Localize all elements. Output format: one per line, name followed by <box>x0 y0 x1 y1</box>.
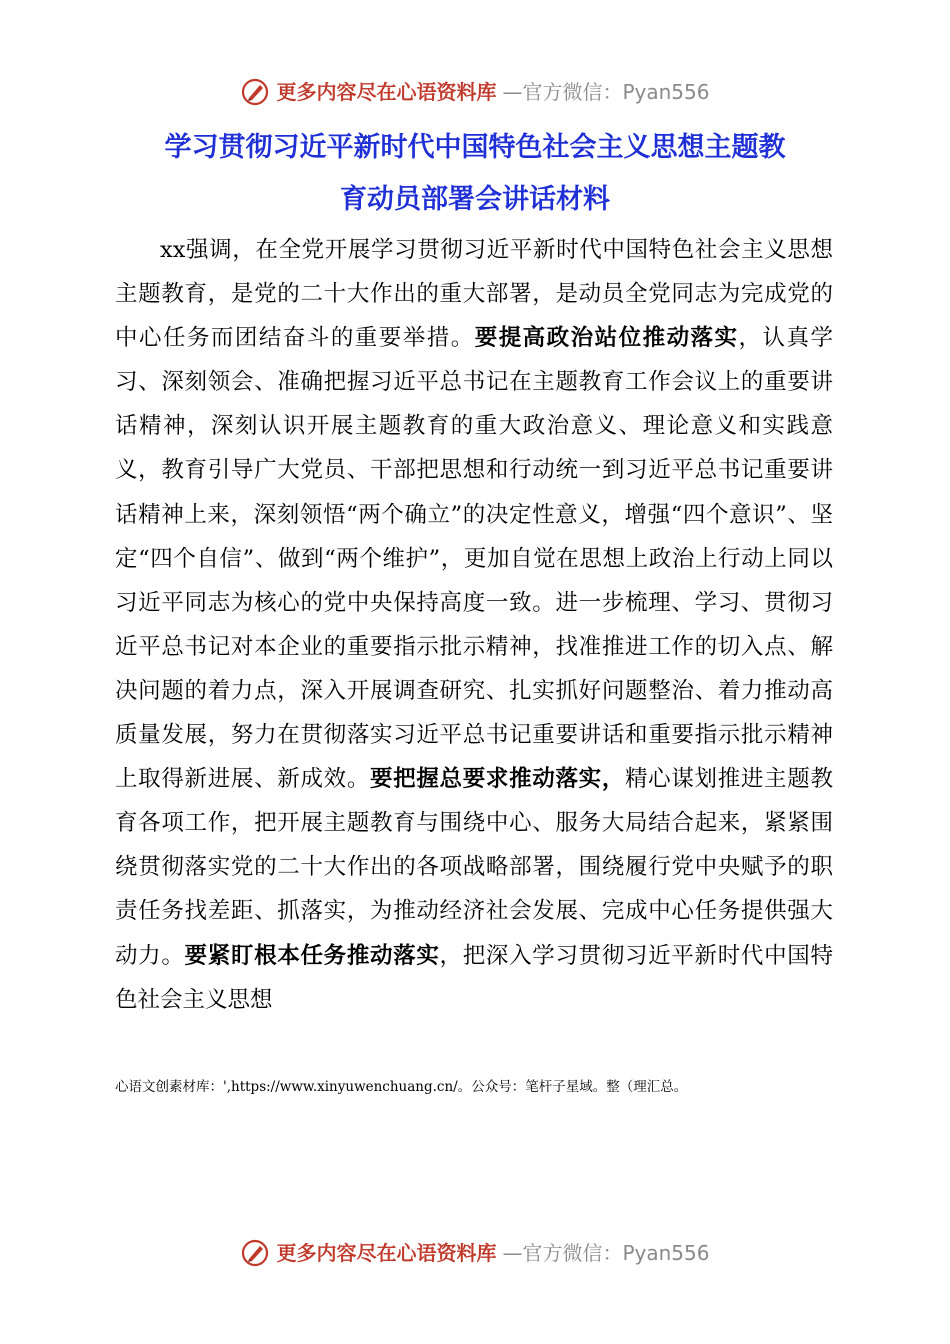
watermark-gray-text: —官方微信：Pyan556 <box>502 1241 710 1265</box>
source-footnote: 心语文创素材库：',https://www.xinyuwenchuang.cn/。公众号：笔杆子星域。整（理汇总。 <box>115 1079 688 1095</box>
watermark-gray-text: —官方微信：Pyan556 <box>502 80 710 104</box>
header-watermark <box>0 77 950 107</box>
body-paragraph <box>115 228 833 1022</box>
bold-heading-1: 要提高政治站位推动落实 <box>474 325 739 352</box>
bold-heading-2: 要把握总要求推动落实， <box>370 766 625 793</box>
pen-logo-icon <box>240 1238 270 1268</box>
document-title-line-2: 育动员部署会讲话材料 <box>340 184 610 215</box>
bold-heading-3: 要紧盯根本任务推动落实 <box>184 942 440 969</box>
body-text-segment-3: 精心谋划推进主题教育各项工作，把开展主题教育与围绕中心、服务大局结合起来，紧紧围绕贯彻落实党的二十大作出的各项战略部署，围绕履行党中央赋予的职责任务找差距、抓落实，为推动经济社会发展、完成中心任务提供强大动力。 <box>115 766 833 969</box>
body-text-segment-1: xx强调，在全党开展学习贯彻习近平新时代中国特色社会主义思想主题教育，是党的二十大作出的重大部署，是动员全党同志为完成党的中心任务而团结奋斗的重要举措。 <box>115 237 833 352</box>
watermark-red-text: 更多内容尽在心语资料库 <box>276 1241 497 1265</box>
footer-watermark <box>0 1238 950 1268</box>
pen-logo-icon <box>240 77 270 107</box>
watermark-red-text: 更多内容尽在心语资料库 <box>276 80 497 104</box>
body-text-segment-4: ，把深入学习贯彻习近平新时代中国特色社会主义思想 <box>115 942 833 1013</box>
document-title-line-1: 学习贯彻习近平新时代中国特色社会主义思想主题教 <box>164 132 786 163</box>
body-text-segment-2: ，认真学习、深刻领会、准确把握习近平总书记在主题教育工作会议上的重要讲话精神，深刻认识开展主题教育的重大政治意义、理论意义和实践意义，教育引导广大党员、干部把思想和行动统一到习近平总书记重要讲话精神上来，深刻领悟“两个确立”的决定性意义，增强“四个意识”、坚定“四个自信”、做到“两个维护”，更加自觉在思想上政治上行动上同以习近平同志为核心的党中央保持高度一致。进一步梳理、学习、贯彻习近平总书记对本企业的重要指示批示精神，找准推进工作的切入点、解决问题的着力点，深入开展调查研究、扎实抓好问题整治、着力推动高质量发展，努力在贯彻落实习近平总书记重要讲话和重要指示批示精神上取得新进展、新成效。 <box>115 325 833 793</box>
